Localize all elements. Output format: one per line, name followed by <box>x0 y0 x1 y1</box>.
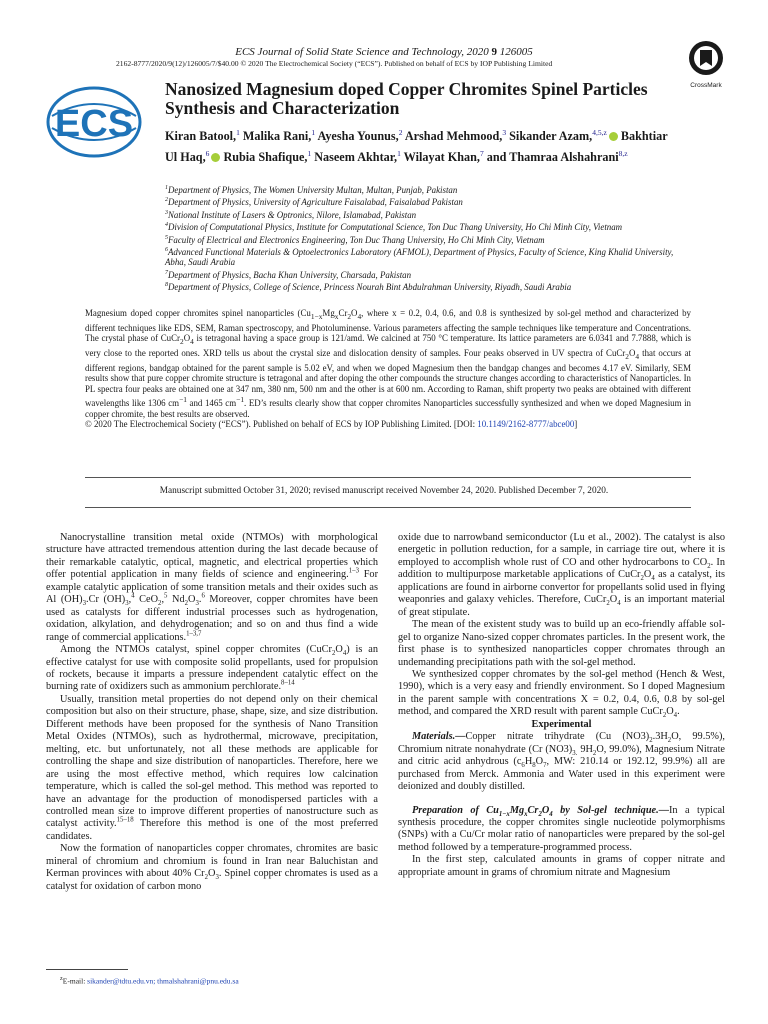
affiliation-item: $^5$Faculty of Electrical and Electronics Engineering, Ton Duc Thang University, Ho Chi Minh City, Vietnam <box>165 234 545 245</box>
body-paragraph: Nanocrystalline transition metal oxide (NTMOs) with morphological structure have attracted tremendous attention during the last decade because of their remarkable catalytic, optical, magnetic, and electrical properties which offer potential application in many fields of science and engineering.$^{1-3}$ For example catalytic application of some transition metals and their oxides such as Al $(OH)_3.Cr$ $(OH)_3,^4$ CeO$_2$,$^5$ $Nd_2O_3.^6$ Moreover, copper chromites have been used as catalysts for different industrial processes such as hydrogenation, oxidation, alkylation, and dehydrogenation; and so on and thus find a wide range of commercial applications.$^{1-3,7}$ <box>46 532 378 643</box>
affiliation-item: $^6$Advanced Functional Materials & Optoelectronics Laboratory (AFMOL), Department of Physics, Faculty of Science, King Khalid University, Abha, Saudi Arabia <box>165 246 674 268</box>
copyright-line: 2162-8777/2020/9(12)/126005/7/$40.00 © 2020 The Electrochemical Society (“ECS”). Published on behalf of ECS by IOP Publishing Limited <box>116 59 553 68</box>
ecs-logo-text: ECS <box>54 103 134 145</box>
email-links[interactable]: sikander@tdtu.edu.vn; thmalshahrani@pnu.edu.sa <box>87 976 239 986</box>
journal-year: 2020 <box>463 46 489 58</box>
crossmark-label: CrossMark <box>690 82 722 89</box>
body-column-right <box>398 532 725 879</box>
divider-bottom <box>85 507 691 508</box>
article-number: 126005 <box>496 46 533 58</box>
author: Wilayat Khan,$^7$ <box>403 149 484 165</box>
preparation-paragraph: Preparation of $Cu_{1-x}Mg_xCr_2O_4$ by Sol-gel technique.—In a typical synthesis procedure, the copper chromites single nucleotide polymorphisms (SNPs) with a Cu/Cr molar ratio of nanoparticles were prepared by the sol-gel method followed by a temperature-programmed process. <box>398 804 725 853</box>
journal-citation-line <box>0 46 768 58</box>
journal-name: ECS Journal of Solid State Science and Technology, <box>235 46 464 58</box>
manuscript-dates: Manuscript submitted October 31, 2020; revised manuscript received November 24, 2020. Published December 7, 2020. <box>159 486 609 496</box>
section-heading-experimental: Experimental <box>531 718 592 730</box>
body-paragraph: The mean of the existent study was to build up an eco-friendly affable sol-gel to organize Nano-sized copper chromates particles. In the present work, the first phase is to synthesized nanoparticles copper chromates through an undemanding precipitations path with the sol-gel method. <box>398 619 725 668</box>
footnote-divider <box>46 969 128 970</box>
affiliation-item: $^1$Department of Physics, The Women University Multan, Multan, Punjab, Pakistan <box>165 184 458 195</box>
author: Arshad Mehmood,$^3$ <box>404 128 507 144</box>
orcid-icon[interactable] <box>609 132 618 141</box>
body-paragraph: In the first step, calculated amounts in grams of copper nitrate and appropriate amount in grams of chromium nitrate and Magnesium <box>398 854 725 878</box>
divider-top <box>85 477 691 478</box>
materials-paragraph: Materials.—Copper nitrate trihydrate (Cu $(NO3)_2.3H_2O$, 99.5%), Chromium nitrate nonahydrate (Cr $(NO3)_{3.}$ $9H_2O$, 99.0%), Magnesium Nitrate and citric acid anhydrous ($c_6H_8O_7$, MW: 210.14 or 192.12, 99.9%) all are purchased from Merck. Ammonia and Water used in this experiment were deionized and doubly distilled. <box>398 731 726 793</box>
affiliation-item: $^3$National Institute of Lasers & Optronics, Nilore, Islamabad, Pakistan <box>165 209 417 220</box>
body-paragraph: Now the formation of nanoparticles copper chromates, chromites are basic mineral of chromium and chromium is found in Iran near Baluchistan and Kerman provinces with about 40% $Cr_2O_3$. Spinel copper chromates is used as a catalyst for oxidation of carbon mono <box>46 843 378 892</box>
author: Naseem Akhtar,$^1$ <box>314 149 401 165</box>
author: and Thamraa Alshahrani$^{8,z}$ <box>486 149 628 165</box>
body-column-left <box>46 532 378 893</box>
author: Rubia Shafique,$^1$ <box>223 149 312 165</box>
author: Kiran Batool,$^1$ <box>165 128 240 144</box>
journal-volume: 9 <box>491 46 497 58</box>
author-list <box>165 124 675 166</box>
subsection-heading-materials: Materials.— <box>412 731 466 743</box>
body-paragraph: Usually, transition metal properties do not depend only on their chemical composition but also on their structure, phase, shape, size, and size distribution. Different methods have been proposed for the synthesis of Nano Transition Metal Oxides (NTMOs), such as hydrothermal, microwave, precipitation, melting, etc. but unfortunately, not all these methods are applicable for controlling the shape and size distribution of nanoparticles. Therefore, here we are using the most effective method, which requires low calcination temperature, which is called the sol-gel method. This method was reported to have an advantage for the production of monodispersed particles with a controlled mean size to improve different properties of nanostructure such as catalyst activity.$^{15-18}$ Therefore this method is one of the most preferred candidates. <box>46 693 378 842</box>
subsection-heading-preparation: Preparation of $Cu_{1-x}Mg_xCr_2O_4$ by Sol-gel technique.— <box>412 804 669 818</box>
body-paragraph: We synthesized copper chromates by the sol-gel method (Hench & West, 1990), which is a very easy and friendly environment. So I doped Magnesium in the parent sample with concentrations X = 0.2, 0.4, 0.6, 0.8 by sol-gel method, and compared the XRD result with parent sample $CuCr_2O_4$. <box>398 668 725 720</box>
abstract: Magnesium doped copper chromites spinel nanoparticles ($Cu_{1-x}Mg_xCr_2O_4$, where x = 0.2, 0.4, 0.6, and 0.8 is synthesized by sol-gel method and characterized by different techniques like EDS, SEM, Raman spectroscopy, and Photoluminense. Various parameters affecting the sample techniques like temperature and Concentrations. The crystal phase of $CuCr_2O_4$ is tetragonal having a space group is 121/amd. We calcined at 750 °C temperature. Its lattice parameters are 6.0341 and 7.7888, which is very close to the reported ones. XRD tells us about the crystal size and dislocation density of samples. Four peaks observed in UV spectra of $CuCr_2O_4$ that occurs at different regions, bandgap obtained for the parent sample is 5.02 eV, and when we doped Magnesium then the bandgap changes and becomes 4.17 eV. Similarly, SEM results show that pure copper chromite structure is tetragonal and after doping the other compounds the structure changes according to characteristics of Nanoparticles. In PL spectra four peaks are obtained one at 347 nm, 380 nm, 500 nm and the other is at 600 nm. According to Raman, shift property two peaks are obtained with different wavelengths like 1306 $cm^{-1}$ and 1465 $cm^{-1}$. ED’s results clearly show that copper chromites Nanoparticles successfully synthesized and when we doped Magnesium in copper chromite, the best results are observed. © 2020 The Electrochemical Society (“ECS”). Published on behalf of ECS by IOP Publishing Limited. [DOI: 10.1149/2162-8777/abce00] <box>85 308 691 430</box>
author: Malika Rani,$^1$ <box>242 128 316 144</box>
affiliation-item: $^2$Department of Physics, University of Agriculture Faisalabad, Faisalabad Pakistan <box>165 197 463 208</box>
affiliation-item: $^7$Department of Physics, Bacha Khan University, Charsada, Pakistan <box>165 269 412 280</box>
crossmark-icon <box>688 40 724 76</box>
doi-link[interactable]: 10.1149/2162-8777/abce00 <box>477 419 575 430</box>
body-paragraph: oxide due to narrowband semiconductor (Lu et al., 2002). The catalyst is also energetic in pollution reduction, for a sample, in carriage tire out, where it is employed to accomplish whole rust of CO and other hydrocarbons to $CO_2$. In addition to multipurpose marketable applications of $CuCr_2O_4$ as a catalyst, its applications are found in airborne convertor for propellants solid used in flying weaponries and galaxy vehicles. Therefore, $CuCr_2O_4$ is an important material of great stipulate. <box>398 532 726 618</box>
affiliation-list <box>165 183 695 292</box>
author: Sikander Azam,$^{4,5,z}$ <box>509 129 618 143</box>
affiliation-item: $^4$Division of Computational Physics, Institute for Computational Science, Ton Duc Thang University, Ho Chi Minh City, Vietnam <box>165 222 623 233</box>
footnote: $^z$E-mail: sikander@tdtu.edu.vn; thmalshahrani@pnu.edu.sa <box>60 975 239 986</box>
body-paragraph: Among the NTMOs catalyst, spinel copper chromites $(CuCr_2O_4)$ is an effective catalyst for use with composite solid propellants, used for propulsion of rockets, because it imparts a pressure independent catalytic effect on the burning rate of oxidizers such as ammonium perchlorate.$^{8-14}$ <box>46 644 379 693</box>
author: Bakhtiar Ul Haq,$^6$ <box>165 129 668 165</box>
abstract-copyright: © 2020 The Electrochemical Society (“ECS”). Published on behalf of ECS by IOP Publishing Limited. [DOI: <box>85 419 478 430</box>
crossmark-badge[interactable] <box>684 40 728 89</box>
orcid-icon[interactable] <box>211 153 220 162</box>
affiliation-item: $^8$Department of Physics, College of Science, Princess Nourah Bint Abdulrahman University, Riyadh, Saudi Arabia <box>165 282 572 292</box>
paper-title: Nanosized Magnesium doped Copper Chromites Spinel Particles Synthesis and Characterization <box>165 79 648 118</box>
author: Ayesha Younus,$^2$ <box>317 128 403 144</box>
ecs-logo <box>46 86 142 158</box>
